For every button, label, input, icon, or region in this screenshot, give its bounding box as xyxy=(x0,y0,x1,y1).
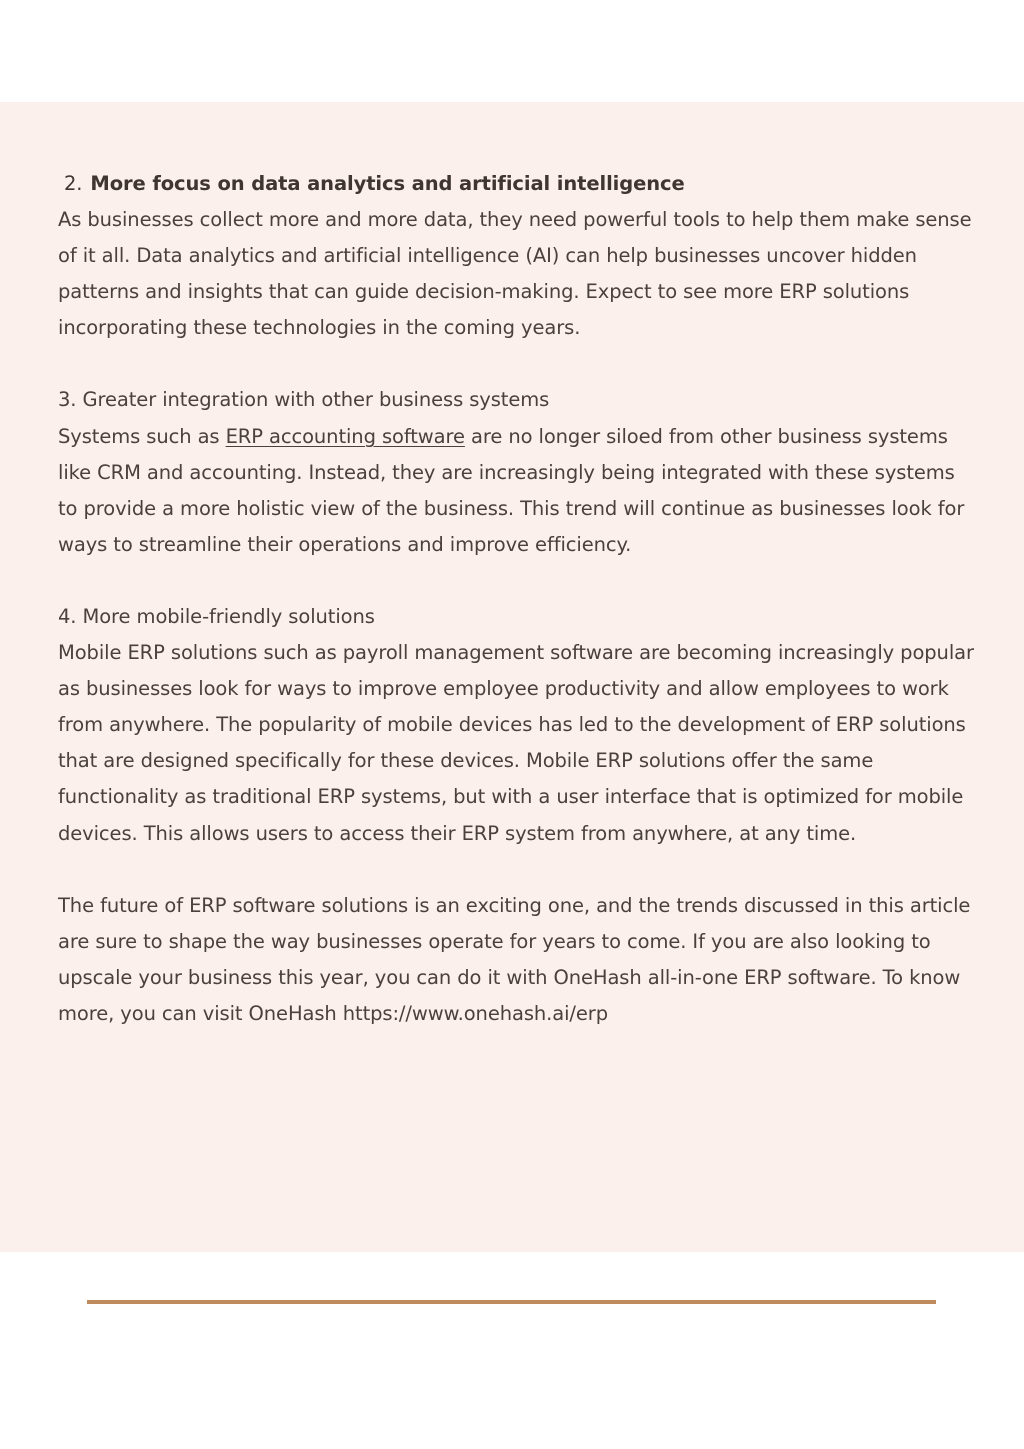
article-body xyxy=(58,166,978,1032)
section-heading xyxy=(58,166,978,202)
section-mobile xyxy=(58,599,978,852)
section-paragraph: As businesses collect more and more data, they need powerful tools to help them make sense of it all. Data analytics and artificial intelligence (AI) can help businesses uncover hidden patterns and insights that can guide decision-making. Expect to see more ERP solutions incorporating these technologies in the coming years. xyxy=(58,208,972,340)
section-heading-text: More focus on data analytics and artificial intelligence xyxy=(90,172,685,195)
conclusion-paragraph: The future of ERP software solutions is an exciting one, and the trends discussed in this article are sure to shape the way businesses operate for years to come. If you are also looking to upscale your business this year, you can do it with OneHash all-in-one ERP software. To know more, you can visit OneHash https://www.onehash.ai/erp xyxy=(58,893,971,1025)
section-number: 2. xyxy=(64,172,83,195)
section-paragraph: Mobile ERP solutions such as payroll management software are becoming increasingly popular as businesses look for ways to improve employee productivity and allow employees to work from anywhere. The popularity of mobile devices has led to the development of ERP solutions that are designed specifically for these devices. Mobile ERP solutions offer the same functionality as traditional ERP systems, but with a user interface that is optimized for mobile devices. This allows users to access their ERP system from anywhere, at any time. xyxy=(58,641,974,845)
section-paragraph xyxy=(58,419,978,563)
paragraph-text: are no longer siloed from other business systems like CRM and accounting. Instead, they are increasingly being integrated with these systems to provide a more holistic view of the business. This trend will continue as businesses look for ways to streamline their operations and improve efficiency. xyxy=(58,424,965,556)
footer-divider xyxy=(87,1300,936,1304)
section-data-analytics xyxy=(58,166,978,346)
section-heading: 4. More mobile-friendly solutions xyxy=(58,604,375,628)
erp-accounting-software-link[interactable]: ERP accounting software xyxy=(225,424,465,448)
section-integration xyxy=(58,382,978,562)
section-heading: 3. Greater integration with other business systems xyxy=(58,388,550,412)
section-conclusion xyxy=(58,888,978,1032)
paragraph-text: Systems such as xyxy=(58,424,226,448)
